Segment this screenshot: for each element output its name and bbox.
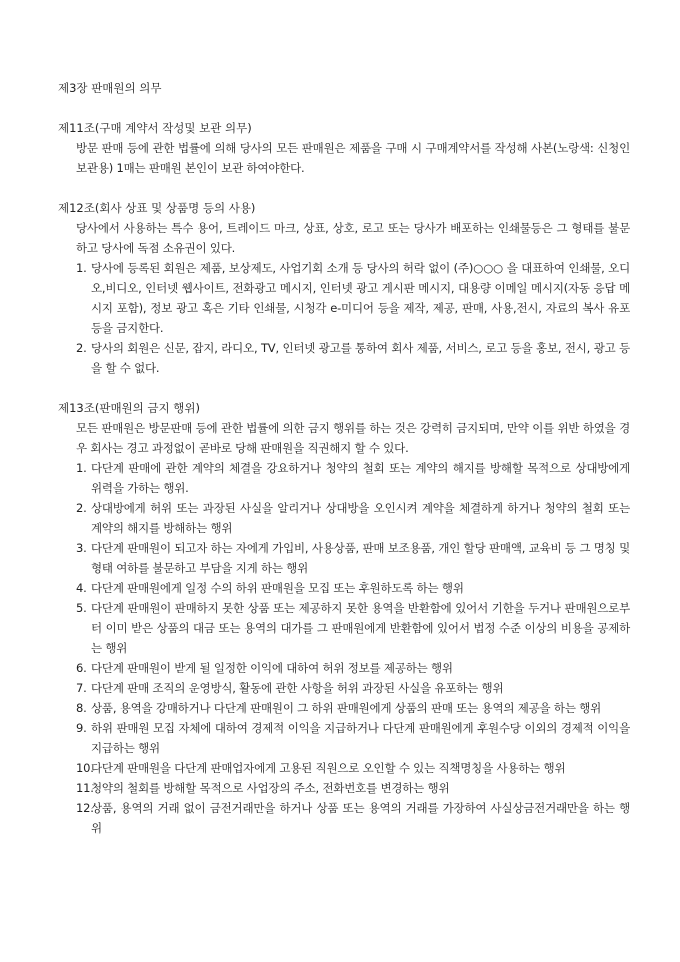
item-number: 10. [76, 761, 94, 775]
item-number: 6. [76, 661, 87, 675]
item-text: 하위 판매원 모집 자체에 대하여 경제적 이익을 지급하거나 다단계 판매원에게 후원수당 이외의 경제적 이익을 지급하는 행위 [91, 721, 630, 755]
list-item [58, 798, 630, 838]
article-body: 당사에서 사용하는 특수 용어, 트레이드 마크, 상표, 상호, 로고 또는 당사가 배포하는 인쇄물등은 그 형태를 불문하고 당사에 독점 소유권이 있다. [76, 221, 630, 255]
list-item [58, 598, 630, 658]
list-item [58, 458, 630, 498]
item-text: 청약의 철회를 방해할 목적으로 사업장의 주소, 전화번호를 변경하는 행위 [91, 781, 450, 795]
chapter-title: 제3장 판매원의 의무 [58, 81, 162, 95]
item-number: 2. [76, 501, 87, 515]
item-number: 1. [76, 261, 87, 275]
list-item [58, 758, 630, 778]
item-number: 1. [76, 461, 87, 475]
article-title: 제11조(구매 계약서 작성및 보관 의무) [58, 121, 252, 135]
item-text: 다단계 판매원에게 일정 수의 하위 판매원을 모집 또는 후원하도록 하는 행위 [91, 581, 464, 595]
item-text: 상대방에게 허위 또는 과장된 사실을 알리거나 상대방을 오인시켜 계약을 체결하게 하거나 청약의 철회 또는 계약의 해지를 방해하는 행위 [91, 501, 630, 535]
item-text: 상품, 용역을 강매하거나 다단계 판매원이 그 하위 판매원에게 상품의 판매 또는 용역의 제공을 하는 행위 [91, 701, 602, 715]
item-text: 다단계 판매에 관한 계약의 체결을 강요하거나 청약의 철회 또는 계약의 해지를 방해할 목적으로 상대방에게 위력을 가하는 행위. [91, 461, 630, 495]
list-item [58, 698, 630, 718]
article-11 [58, 120, 630, 178]
list-item [58, 498, 630, 538]
item-text: 다단계 판매원을 다단계 판매업자에게 고용된 직원으로 오인할 수 있는 직책명칭을 사용하는 행위 [91, 761, 566, 775]
item-text: 다단계 판매원이 받게 될 일정한 이익에 대하여 허위 정보를 제공하는 행위 [91, 661, 453, 675]
article-item-list [58, 258, 630, 378]
item-number: 4. [76, 581, 87, 595]
article-body: 모든 판매원은 방문판매 등에 관한 법률에 의한 금지 행위를 하는 것은 강력히 금지되며, 만약 이를 위반 하였을 경우 회사는 경고 과정없이 곧바로 당해 판매원을 직권해지 할 수 있다. [76, 421, 630, 455]
item-number: 8. [76, 701, 87, 715]
item-number: 5. [76, 601, 87, 615]
item-number: 2. [76, 341, 87, 355]
item-number: 9. [76, 721, 87, 735]
item-text: 다단계 판매 조직의 운영방식, 활동에 관한 사항을 허위 과장된 사실을 유포하는 행위 [91, 681, 504, 695]
article-13 [58, 400, 630, 838]
article-title: 제12조(회사 상표 및 상품명 등의 사용) [58, 201, 256, 215]
item-number: 7. [76, 681, 87, 695]
article-12 [58, 200, 630, 378]
item-text: 당사에 등록된 회원은 제품, 보상제도, 사업기회 소개 등 당사의 허락 없이 (주)○○○ 을 대표하여 인쇄물, 오디오,비디오, 인터넷 웹사이트, 전화광고 메시지, 인터넷 광고 게시판 메시지, 대용량 이메일 메시지(자동 응답 메시지 포함), 정보 광고 혹은 기타 인쇄물, 시청각 e-미디어 등을 제작, 제공, 판매, 사용,전시, 자료의 복사 유포 등을 금지한다. [91, 261, 630, 335]
list-item [58, 778, 630, 798]
list-item [58, 578, 630, 598]
list-item [58, 338, 630, 378]
item-text: 당사의 회원은 신문, 잡지, 라디오, TV, 인터넷 광고를 통하여 회사 제품, 서비스, 로고 등을 홍보, 전시, 광고 등을 할 수 없다. [91, 341, 630, 375]
list-item [58, 658, 630, 678]
list-item [58, 538, 630, 578]
item-text: 상품, 용역의 거래 없이 금전거래만을 하거나 상품 또는 용역의 거래를 가장하여 사실상금전거래만을 하는 행위 [91, 801, 630, 835]
list-item [58, 718, 630, 758]
article-item-list [58, 458, 630, 838]
article-body: 방문 판매 등에 관한 법률에 의해 당사의 모든 판매원은 제품을 구매 시 구매계약서를 작성해 사본(노랑색: 신청인 보관용) 1매는 판매원 본인이 보관 하여야한다. [76, 141, 630, 175]
item-text: 다단계 판매원이 되고자 하는 자에게 가입비, 사용상품, 판매 보조용품, 개인 할당 판매액, 교육비 등 그 명칭 및 형태 여하를 불문하고 부담을 지게 하는 행위 [91, 541, 630, 575]
item-number: 12. [76, 801, 94, 815]
list-item [58, 678, 630, 698]
list-item [58, 258, 630, 338]
article-title: 제13조(판매원의 금지 행위) [58, 401, 201, 415]
item-text: 다단계 판매원이 판매하지 못한 상품 또는 제공하지 못한 용역을 반환함에 있어서 기한을 두거나 판매원으로부터 이미 받은 상품의 대금 또는 용역의 대가를 그 판매원에게 반환함에 있어서 법정 수준 이상의 비용을 공제하는 행위 [91, 601, 630, 655]
item-number: 11. [76, 781, 94, 795]
item-number: 3. [76, 541, 87, 555]
